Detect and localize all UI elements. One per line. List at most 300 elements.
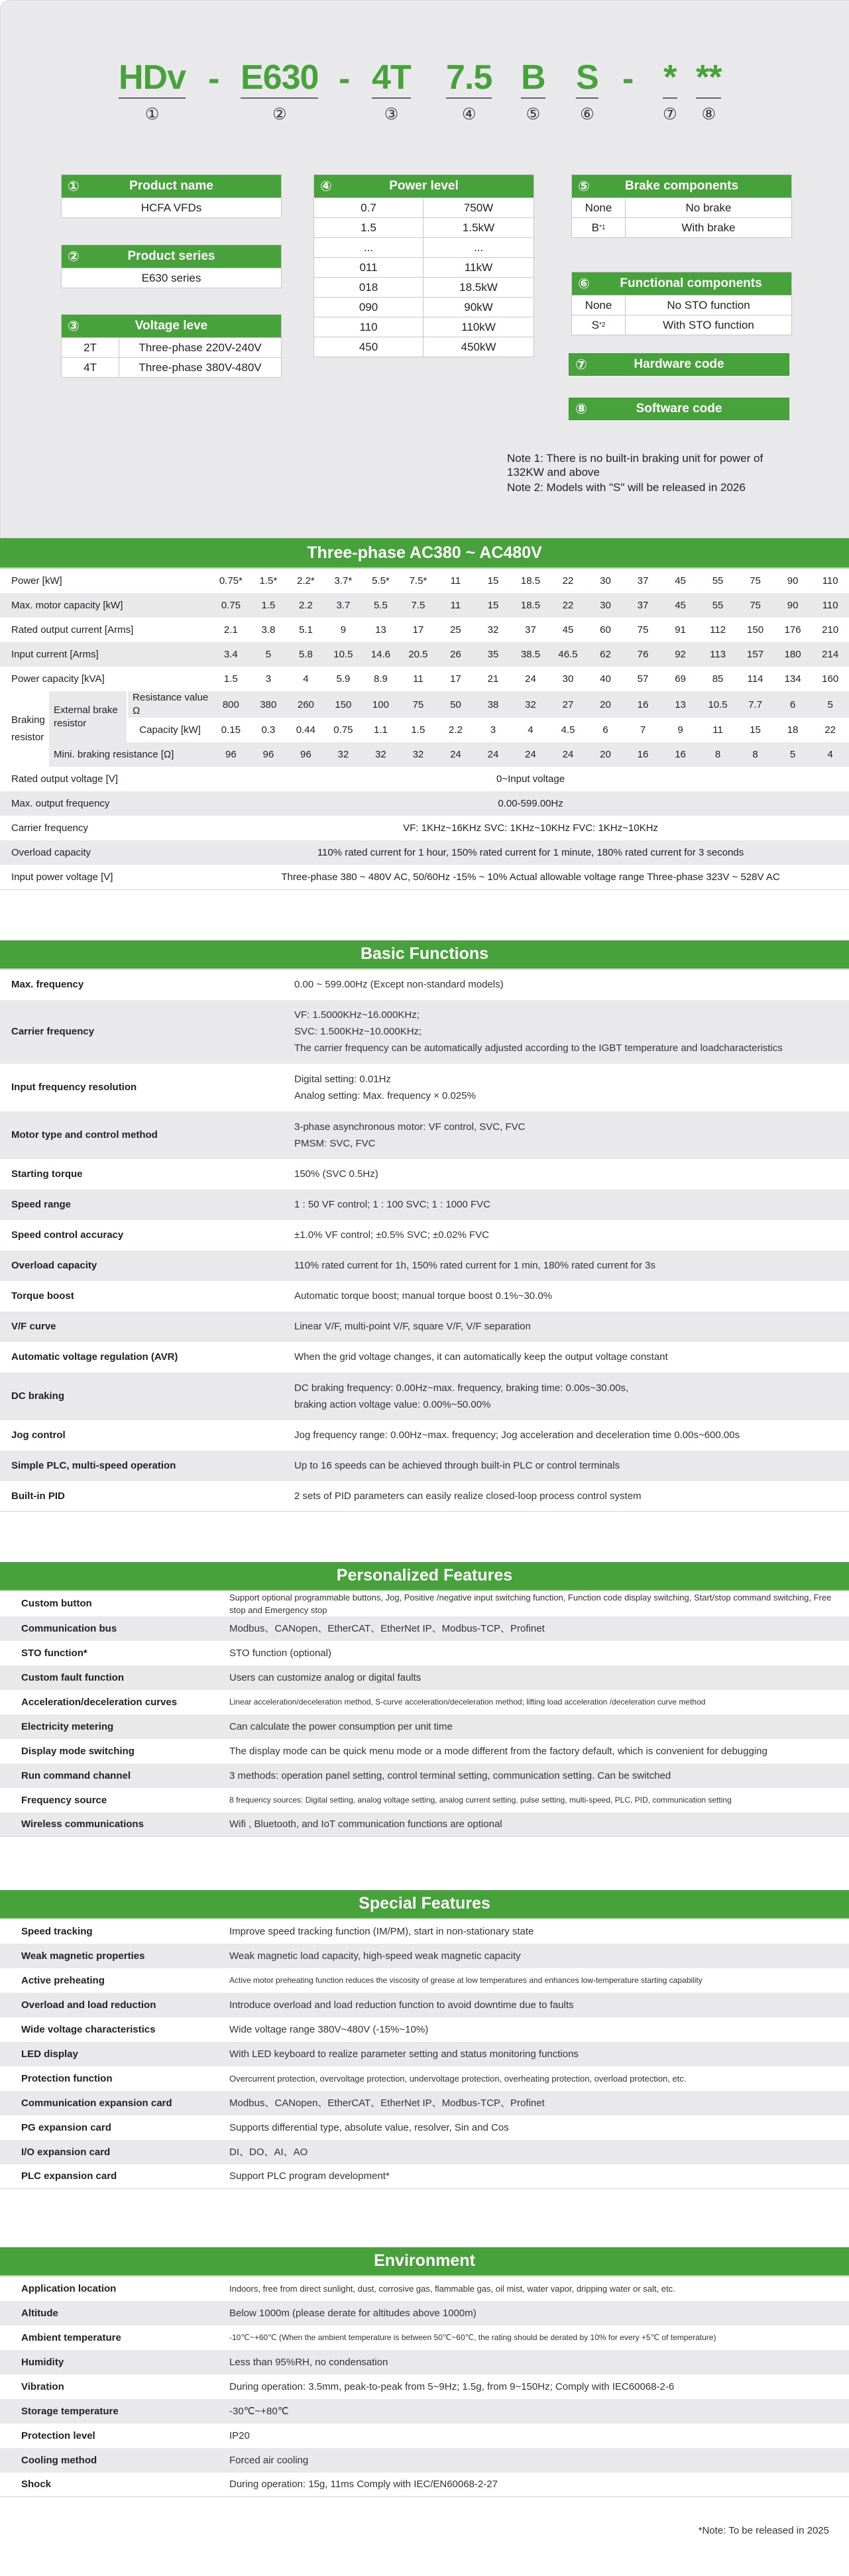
box-title: Functional components <box>620 276 762 290</box>
cell-value: 69 <box>675 673 686 685</box>
cell-value: 75 <box>750 575 761 587</box>
power-code: ... <box>314 238 424 257</box>
feature-label: Custom button <box>21 1598 92 1609</box>
feature-row <box>0 2276 849 2301</box>
cell-value: 6 <box>774 691 812 718</box>
power-level-box <box>313 174 534 357</box>
feature-row <box>0 1714 849 1739</box>
feature-label: Protection level <box>21 2430 95 2441</box>
feature-line: 2 sets of PID parameters can easily realize closed-loop process control system <box>294 1490 642 1502</box>
feature-row <box>0 1591 849 1616</box>
box-title: Software code <box>636 402 722 416</box>
cell-value: 1.5* <box>259 575 278 587</box>
section-title: Special Features <box>0 1890 849 1919</box>
feature-value <box>294 1007 783 1056</box>
feature-value: -10℃~+60℃ (When the ambient temperature is between 50℃~60℃, the rating should be derated by 10% for every +5℃ of temperature) <box>229 2332 716 2342</box>
cell-value: 0.44 <box>296 724 315 736</box>
feature-row <box>0 1641 849 1665</box>
code-part-voltage: 4T ③ <box>372 58 411 123</box>
table-row <box>0 865 849 889</box>
feature-value <box>294 1349 668 1365</box>
feature-line: 150% (SVC 0.5Hz) <box>294 1168 378 1180</box>
box-row <box>314 197 534 217</box>
cell-value: 214 <box>811 642 849 667</box>
personalized-features-section <box>0 1562 849 1837</box>
feature-label: Electricity metering <box>21 1720 114 1732</box>
table-row <box>0 593 849 618</box>
row-label: Power [kW] <box>11 575 62 587</box>
feature-line: SVC: 1.500KHz~10.000KHz; <box>294 1026 422 1037</box>
cell-value: 60 <box>600 624 611 636</box>
feature-line: PMSM: SVC, FVC <box>294 1137 376 1149</box>
feature-label: Custom fault function <box>21 1671 124 1683</box>
cell-value: 32 <box>325 742 363 767</box>
feature-label: Speed range <box>11 1199 72 1210</box>
box-row: None No STO function <box>572 295 791 315</box>
power-desc: 1.5kW <box>462 221 495 234</box>
cell-value: 30 <box>562 673 574 685</box>
cell-value: 92 <box>661 642 699 667</box>
cell-value: 176 <box>784 624 801 636</box>
feature-value: IP20 <box>229 2430 250 2441</box>
cell-value: 16 <box>661 742 699 767</box>
cell-value: 6 <box>602 724 608 736</box>
feature-line: 1 : 50 VF control; 1 : 100 SVC; 1 : 1000 FVC <box>294 1199 490 1210</box>
cell-value: 75 <box>400 691 437 718</box>
feature-value: Support PLC program development* <box>229 2170 390 2182</box>
cell-value: 160 <box>822 673 839 685</box>
row-label: Rated output current [Arms] <box>11 624 134 636</box>
power-code: 0.7 <box>314 198 424 217</box>
feature-line: Automatic torque boost; manual torque boost 0.1%~30.0% <box>294 1290 552 1302</box>
cell-value: 4 <box>811 742 849 767</box>
cell-value: 45 <box>675 575 686 587</box>
row-value: 110% rated current for 1 hour, 150% rated current for 1 minute, 180% rated current for 3 seconds <box>212 840 849 865</box>
cell-value: 27 <box>549 691 587 718</box>
cell-value: 55 <box>712 575 724 587</box>
power-code: 1.5 <box>314 218 424 237</box>
braking-resistor-label: Braking resistor <box>0 691 49 767</box>
cell-value: 14.6 <box>362 642 400 667</box>
box-row <box>314 317 534 337</box>
cell-value: 5.5 <box>362 593 400 618</box>
row-label: Input power voltage [V] <box>0 865 212 889</box>
cell-value: 1.5 <box>411 724 425 736</box>
cell-value: 20.5 <box>400 642 437 667</box>
cell-value: 38 <box>475 691 512 718</box>
model-code-section <box>0 0 849 538</box>
feature-label: Torque boost <box>11 1290 74 1302</box>
power-desc: 750W <box>463 201 494 214</box>
feature-label: Input frequency resolution <box>11 1082 137 1093</box>
mini-braking-label: Mini. braking resistance [Ω] <box>49 742 212 767</box>
feature-row <box>0 1342 849 1372</box>
circled-number: ⑥ <box>578 276 590 292</box>
cell-value: 37 <box>525 624 536 636</box>
cell-value: 134 <box>784 673 801 685</box>
power-code: 110 <box>314 317 424 337</box>
feature-value: Below 1000m (please derate for altitudes above 1000m) <box>229 2307 477 2319</box>
feature-row <box>0 1220 849 1251</box>
feature-value: During operation: 3.5mm, peak-to-peak from 5~9Hz; 1.5g, from 9~150Hz; Comply with IEC60068-2-6 <box>229 2380 675 2392</box>
feature-value: Support optional programmable buttons, Jog, Positive /negative input switching function, Function code display switching, Start/stop command switching, Free stop and Emergency stop <box>229 1592 832 1615</box>
cell-value: 7.5* <box>409 575 427 587</box>
environment-section <box>0 2247 849 2497</box>
feature-label: Automatic voltage regulation (AVR) <box>11 1351 178 1363</box>
box-row <box>314 257 534 277</box>
feature-label: Weak magnetic properties <box>21 1950 145 1962</box>
row-label: Max. motor capacity [kW] <box>0 593 212 618</box>
cell-value: 75 <box>736 593 774 618</box>
feature-label: Communication expansion card <box>21 2097 172 2109</box>
feature-line: 3-phase asynchronous motor: VF control, SVC, FVC <box>294 1121 526 1133</box>
feature-value: Overcurrent protection, overvoltage protection, undervoltage protection, overheating protection, overload protection, etc. <box>229 2073 687 2084</box>
feature-value: Introduce overload and load reduction function to avoid downtime due to faults <box>229 1999 574 2011</box>
row-label: Power capacity [kVA] <box>11 673 105 685</box>
circled-number: ③ <box>68 318 80 334</box>
power-desc: ... <box>473 241 484 254</box>
power-desc: 90kW <box>464 300 493 313</box>
cell-value: 260 <box>287 691 325 718</box>
power-desc: 110kW <box>461 320 496 333</box>
circled-number: ④ <box>320 178 332 194</box>
cell-value: 0.75* <box>219 575 243 587</box>
feature-row <box>0 1111 849 1159</box>
feature-line: Linear V/F, multi-point V/F, square V/F, V/F separation <box>294 1321 531 1332</box>
table-row <box>0 667 849 691</box>
row-value: VF: 1KHz~16KHz SVC: 1KHz~10KHz FVC: 1KHz~10KHz <box>403 822 658 834</box>
cell-value: 15 <box>475 593 512 618</box>
feature-value: The display mode can be quick menu mode or a mode different from the factory default, which is convenient for debugging <box>229 1745 767 1757</box>
feature-value: During operation: 15g, 11ms Comply with IEC/EN60068-2-27 <box>229 2479 498 2490</box>
cell-value: 32 <box>400 742 437 767</box>
cell-value: 15 <box>487 575 499 587</box>
feature-value: Wide voltage range 380V~480V (-15%~10%) <box>229 2023 429 2035</box>
cell-value: 11 <box>413 673 424 685</box>
feature-label: Protection function <box>21 2072 113 2084</box>
row-label: Input current [Arms] <box>0 642 212 667</box>
cell-value: 3.4 <box>212 642 250 667</box>
feature-label: Shock <box>21 2479 52 2490</box>
row-label: Carrier frequency <box>11 822 88 834</box>
feature-line: Digital setting: 0.01Hz <box>294 1073 391 1085</box>
cell-value: 37 <box>637 575 649 587</box>
feature-row <box>0 2301 849 2325</box>
cell-value: 113 <box>699 642 737 667</box>
feature-value <box>294 1227 489 1243</box>
feature-value: With LED keyboard to realize parameter setting and status monitoring functions <box>229 2048 579 2060</box>
circled-number: ⑦ <box>575 357 587 372</box>
cell-value: 96 <box>212 742 250 767</box>
feature-value: -30℃~+80℃ <box>229 2405 289 2417</box>
cell-value: 2.1 <box>223 624 238 636</box>
cell-value: 100 <box>362 691 400 718</box>
cell-value: 96 <box>287 742 325 767</box>
row-label: Overload capacity <box>0 840 212 865</box>
basic-functions-section <box>0 940 849 1512</box>
feature-line: ±1.0% VF control; ±0.5% SVC; ±0.02% FVC <box>294 1229 489 1241</box>
feature-row <box>0 1616 849 1641</box>
feature-label: Altitude <box>21 2307 58 2319</box>
feature-value: Less than 95%RH, no condensation <box>229 2356 388 2368</box>
feature-row <box>0 2448 849 2473</box>
feature-value <box>294 1488 642 1504</box>
table-row <box>0 791 849 816</box>
cell-value: 13 <box>375 624 386 636</box>
cell-value: 150 <box>325 691 363 718</box>
feature-row <box>0 1251 849 1281</box>
note-2: Note 2: Models with "S" will be released in 2026 <box>507 481 746 494</box>
table-row <box>0 742 849 767</box>
feature-value <box>294 1257 655 1274</box>
feature-label: Carrier frequency <box>11 1026 95 1037</box>
cell-value: 5.5* <box>372 575 390 587</box>
feature-line: 0.00 ~ 599.00Hz (Except non-standard models) <box>294 979 504 990</box>
feature-label: I/O expansion card <box>21 2146 111 2158</box>
cell-value: 22 <box>824 724 836 736</box>
feature-line: DC braking frequency: 0.00Hz~max. frequency, braking time: 0.00s~30.00s, <box>294 1382 629 1394</box>
cell-value: 7.5 <box>400 593 437 618</box>
table-row <box>0 840 849 865</box>
cell-value: 8 <box>699 742 737 767</box>
code-dash: - <box>208 60 220 98</box>
cell-value: 30 <box>600 575 611 587</box>
feature-row <box>0 2066 849 2091</box>
table-row <box>0 767 849 791</box>
feature-line: Up to 16 speeds can be achieved through built-in PLC or control terminals <box>294 1460 620 1471</box>
feature-label: V/F curve <box>11 1321 56 1332</box>
feature-line: 110% rated current for 1h, 150% rated current for 1 min, 180% rated current for 3s <box>294 1260 656 1271</box>
feature-value: Supports differential type, absolute value, resolver, Sin and Cos <box>229 2121 509 2133</box>
feature-value: 8 frequency sources: Digital setting, analog voltage setting, analog current setting, pulse setting, multi-speed, PLC, PID, communication setting <box>229 1795 732 1805</box>
table-row <box>0 642 849 667</box>
cell-value: 0.3 <box>261 724 276 736</box>
box-row: 4T Three-phase 380V-480V <box>62 357 281 377</box>
feature-label: Speed tracking <box>21 1925 93 1937</box>
cell-value: 57 <box>637 673 649 685</box>
cell-value: 15 <box>750 724 761 736</box>
feature-value <box>294 1457 620 1474</box>
cell-value: 18.5 <box>512 593 549 618</box>
cell-value: 32 <box>487 624 499 636</box>
box-row: S *2 With STO function <box>572 315 791 335</box>
feature-value <box>294 976 504 993</box>
cell-value: 10.5 <box>699 691 737 718</box>
feature-label: Communication bus <box>21 1622 117 1634</box>
cell-value: 24 <box>549 742 587 767</box>
box-row <box>314 277 534 297</box>
circled-number: ⑤ <box>578 178 590 194</box>
external-brake-resistor-label: External brake resistor <box>49 691 127 742</box>
cell-value: 55 <box>699 593 737 618</box>
footnote: *Note: To be released in 2025 <box>698 2524 829 2536</box>
cell-value: 7 <box>640 724 646 736</box>
table-row <box>0 691 849 718</box>
cell-value: 110 <box>822 575 838 587</box>
box-title: Power level <box>389 179 459 193</box>
feature-label: Overload and load reduction <box>21 1999 156 2011</box>
cell-value: 1.5 <box>250 593 288 618</box>
voltage-level-box <box>61 314 282 378</box>
cell-value: 9 <box>340 624 347 636</box>
cell-value: 10.5 <box>325 642 363 667</box>
cell-value: 114 <box>747 673 764 685</box>
feature-value: Active motor preheating function reduces the viscosity of grease at low temperatures and enhances low-temperature starting capability <box>229 1975 703 1985</box>
cell-value: 0.15 <box>221 724 241 736</box>
cell-value: 35 <box>475 642 512 667</box>
feature-label: Simple PLC, multi-speed operation <box>11 1460 176 1471</box>
feature-row <box>0 1813 849 1837</box>
feature-value: Linear acceleration/deceleration method, S-curve acceleration/deceleration method; lifting load acceleration /deceleration curve method <box>229 1697 706 1707</box>
feature-label: Display mode switching <box>21 1745 135 1757</box>
cell-value: 32 <box>362 742 400 767</box>
feature-row <box>0 1064 849 1111</box>
feature-value: Modbus、CANopen、EtherCAT、EtherNet IP、Modbus-TCP、Profinet <box>229 1622 545 1634</box>
cell-value: 20 <box>587 742 624 767</box>
feature-row <box>0 1665 849 1690</box>
cell-value: 17 <box>450 673 461 685</box>
feature-row <box>0 1944 849 1968</box>
feature-value <box>294 1196 490 1213</box>
feature-row <box>0 1000 849 1064</box>
feature-row <box>0 1420 849 1451</box>
feature-row <box>0 1690 849 1714</box>
three-phase-table <box>0 569 849 890</box>
box-row <box>314 337 534 357</box>
row-label: Max. output frequency <box>0 791 212 816</box>
feature-value <box>294 1119 525 1152</box>
cell-value: 62 <box>587 642 624 667</box>
cell-value: 24 <box>475 742 512 767</box>
section-title: Personalized Features <box>0 1562 849 1591</box>
cell-value: 3 <box>490 724 496 736</box>
feature-row <box>0 2399 849 2424</box>
cell-value: 40 <box>600 673 611 685</box>
box-row <box>314 217 534 237</box>
section-title: Three-phase AC380 ~ AC480V <box>0 538 849 569</box>
cell-value: 18.5 <box>520 575 541 587</box>
cell-value: 380 <box>250 691 288 718</box>
cell-value: 3 <box>265 673 272 685</box>
feature-label: Application location <box>21 2282 117 2294</box>
feature-row <box>0 1968 849 1993</box>
feature-label: Speed control accuracy <box>11 1229 124 1241</box>
feature-label: Motor type and control method <box>11 1129 158 1141</box>
feature-value <box>294 1166 378 1182</box>
cell-value: 32 <box>512 691 549 718</box>
cell-value: 9 <box>677 724 683 736</box>
feature-row <box>0 1481 849 1512</box>
feature-line: Analog setting: Max. frequency × 0.025% <box>294 1090 476 1101</box>
cell-value: 3.7* <box>334 575 353 587</box>
feature-label: Wide voltage characteristics <box>21 2023 156 2035</box>
row-value: Three-phase 380 ~ 480V AC, 50/60Hz -15% ~ 10% Actual allowable voltage range Three-phase 323V ~ 528V AC <box>212 865 849 889</box>
special-features-section <box>0 1890 849 2189</box>
cell-value: 5 <box>811 691 849 718</box>
feature-label: Jog control <box>11 1429 66 1441</box>
feature-value: Weak magnetic load capacity, high-speed weak magnetic capacity <box>229 1950 521 1962</box>
feature-row <box>0 2017 849 2042</box>
hardware-code-box <box>569 353 789 376</box>
feature-row <box>0 1312 849 1342</box>
feature-row <box>0 2164 849 2189</box>
cell-value: 150 <box>747 624 764 636</box>
feature-value <box>294 1318 531 1335</box>
feature-value: Improve speed tracking function (IM/PM), start in non-stationary state <box>229 1925 534 1937</box>
code-part-functional: S ⑥ <box>576 58 598 123</box>
code-part-series: E630 ② <box>241 58 319 123</box>
table-row <box>0 618 849 642</box>
box-title: Brake components <box>624 179 739 193</box>
feature-row <box>0 1372 849 1420</box>
cell-value: 21 <box>487 673 499 685</box>
box-row <box>314 297 534 317</box>
cell-value: 4.5 <box>561 724 575 736</box>
feature-value: DI、DO、AI、AO <box>229 2146 308 2158</box>
feature-row <box>0 1159 849 1190</box>
feature-value: 3 methods: operation panel setting, control terminal setting, communication setting. Can be switched <box>229 1769 671 1781</box>
feature-label: Max. frequency <box>11 979 84 990</box>
feature-row <box>0 2350 849 2375</box>
feature-row <box>0 1764 849 1788</box>
box-value: HCFA VFDs <box>62 197 281 217</box>
table-row <box>0 569 849 593</box>
cell-value: 5 <box>250 642 288 667</box>
circled-number: ① <box>68 178 80 194</box>
feature-row <box>0 1281 849 1312</box>
feature-label: Cooling method <box>21 2454 97 2466</box>
cell-value: 37 <box>624 593 662 618</box>
cell-value: 22 <box>562 575 574 587</box>
feature-row <box>0 1788 849 1813</box>
feature-line: braking action voltage value: 0.00%~50.00% <box>294 1398 491 1410</box>
cell-value: 5 <box>774 742 812 767</box>
feature-label: Frequency source <box>21 1794 107 1806</box>
row-value: 0~Input voltage <box>496 773 565 785</box>
box-title: Voltage leve <box>135 319 208 333</box>
cell-value: 800 <box>212 691 250 718</box>
three-phase-spec-section <box>0 538 849 890</box>
cell-value: 180 <box>774 642 812 667</box>
cell-value: 11 <box>450 575 461 587</box>
feature-row <box>0 2140 849 2164</box>
cell-value: 20 <box>587 691 624 718</box>
cell-value: 11 <box>712 724 723 736</box>
box-value: E630 series <box>62 268 281 288</box>
feature-label: Overload capacity <box>11 1260 97 1271</box>
power-desc: 11kW <box>464 260 493 274</box>
feature-row <box>0 1993 849 2017</box>
box-title: Product name <box>129 179 213 193</box>
functional-components-box <box>571 272 792 335</box>
feature-value <box>294 1427 740 1443</box>
feature-value: Indoors, free from direct sunlight, dust, corrosive gas, flammable gas, oil mist, water vapor, dripping water or salt, etc. <box>229 2283 675 2294</box>
cell-value: 5.1 <box>298 624 313 636</box>
cell-value: 24 <box>437 742 475 767</box>
cell-value: 18 <box>787 724 799 736</box>
feature-value: Users can customize analog or digital faults <box>229 1671 422 1683</box>
cell-value: 24 <box>525 673 536 685</box>
brake-components-box <box>571 174 792 238</box>
feature-row <box>0 970 849 1000</box>
cell-value: 4 <box>528 724 534 736</box>
cell-value: 11 <box>437 593 475 618</box>
feature-value <box>294 1288 552 1304</box>
code-part-software: ** ⑧ <box>696 58 722 123</box>
cell-value: 16 <box>624 742 662 767</box>
software-code-box <box>569 398 789 420</box>
cell-value: 157 <box>736 642 774 667</box>
